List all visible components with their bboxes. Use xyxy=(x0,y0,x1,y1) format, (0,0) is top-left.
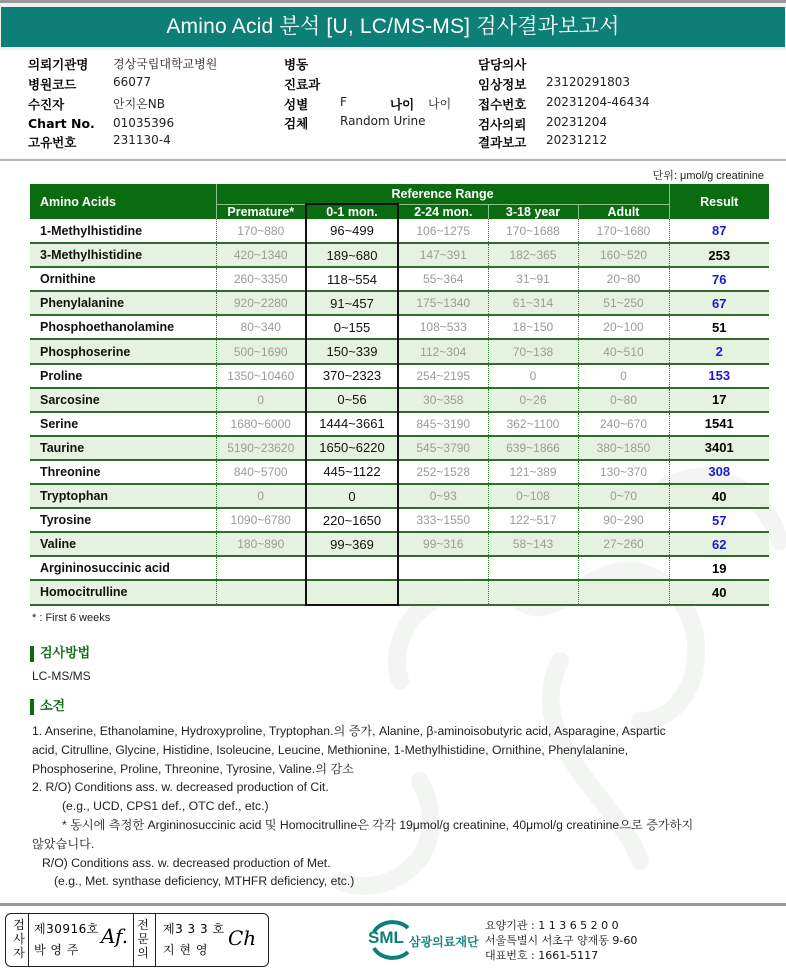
table-row xyxy=(30,219,769,243)
table-footnote: * : First 6 weeks xyxy=(32,612,111,624)
result-value: 76 xyxy=(669,267,769,291)
amino-acid-name: Valine xyxy=(30,532,216,556)
ref-0-1-mon: 99~369 xyxy=(306,532,398,556)
result-value: 17 xyxy=(669,388,769,412)
col-header-adult: Adult xyxy=(578,204,669,219)
logo-text: SML xyxy=(368,928,404,947)
remark-line: (e.g., Met. synthase deficiency, MTHFR deficiency, etc.) xyxy=(54,874,355,889)
table-row xyxy=(30,291,769,315)
ref-0-1-mon: 189~680 xyxy=(306,243,398,267)
amino-acid-name: Sarcosine xyxy=(30,388,216,412)
org-phone: 대표번호 : 1661-5117 xyxy=(485,949,599,962)
ref-adult: 380~1850 xyxy=(578,436,669,460)
amino-acid-name: Argininosuccinic acid xyxy=(40,561,170,576)
divider xyxy=(133,914,134,966)
patient-info xyxy=(0,50,786,158)
specialist-label: 전 문 의 xyxy=(137,918,149,960)
report-title: Amino Acid 분석 [U, LC/MS-MS] 검사결과보고서 xyxy=(1,7,785,47)
label-request-date: 검사의뢰 xyxy=(478,117,527,132)
ref-3-18-year: 170~1688 xyxy=(488,219,578,243)
top-border xyxy=(0,0,786,3)
ref-0-1-mon: 91~457 xyxy=(306,291,398,315)
ref-0-1-mon: 0~56 xyxy=(306,388,398,412)
specialist-signature: Ch xyxy=(228,926,257,950)
ref-premature xyxy=(216,556,306,580)
table-row xyxy=(30,364,769,388)
org-code: 요양기관 : 1 1 3 6 5 2 0 0 xyxy=(485,919,619,932)
amino-acid-table xyxy=(30,184,769,606)
ref-3-18-year xyxy=(488,580,578,604)
label-unique-no: 고유번호 xyxy=(28,135,77,150)
label-age: 나이 xyxy=(390,97,415,112)
remark-line: 않았습니다. xyxy=(32,836,95,851)
amino-acid-name: Phosphoethanolamine xyxy=(40,320,175,335)
ref-premature: 0 xyxy=(216,388,306,412)
amino-acid-name: Tryptophan xyxy=(30,484,216,508)
ref-premature: 170~880 xyxy=(216,219,306,243)
col-header-0-1-mon: 0-1 mon. xyxy=(306,204,398,219)
table-row xyxy=(30,556,769,580)
footer-divider xyxy=(0,903,786,906)
amino-acid-name: Threonine xyxy=(40,464,101,479)
remark-line: Phosphoserine, Proline, Threonine, Tyrosine, Valine.의 감소 xyxy=(32,761,354,776)
ref-3-18-year: 0 xyxy=(488,364,578,388)
amino-acid-name: Phosphoserine xyxy=(30,339,216,363)
remark-line: 1. Anserine, Ethanolamine, Hydroxyproline, Tryptophan.의 증가, Alanine, β-aminoisobutyric acid, Asparagine, Aspartic xyxy=(32,724,666,738)
remark-line: (e.g., UCD, CPS1 def., OTC def., etc.) xyxy=(62,799,269,814)
table-row xyxy=(30,460,769,484)
ref-premature xyxy=(216,580,306,604)
remark-line: R/O) Conditions ass. w. decreased production of Met. xyxy=(42,855,331,870)
ref-adult: 130~370 xyxy=(578,460,669,484)
ref-premature: 1680~6000 xyxy=(216,412,306,436)
ref-3-18-year: 58~143 xyxy=(488,532,578,556)
value-sex: F xyxy=(340,95,347,109)
ref-premature: 260~3350 xyxy=(216,267,306,291)
ref-3-18-year: 18~150 xyxy=(488,315,578,339)
amino-acid-name: Proline xyxy=(40,368,83,383)
table-row xyxy=(30,412,769,436)
label-receipt-no: 접수번호 xyxy=(478,97,527,112)
ref-2-24-mon: 252~1528 xyxy=(398,460,488,484)
value-hospital-code: 66077 xyxy=(113,75,152,89)
col-header-premature: Premature* xyxy=(216,204,306,219)
ref-0-1-mon: 0 xyxy=(306,484,398,508)
col-header-result: Result xyxy=(669,184,769,219)
result-value: 1541 xyxy=(669,412,769,436)
ref-2-24-mon xyxy=(398,580,488,604)
ref-0-1-mon: 220~1650 xyxy=(306,508,398,532)
ref-2-24-mon: 55~364 xyxy=(398,267,488,291)
table-row xyxy=(30,267,769,291)
ref-2-24-mon: 108~533 xyxy=(398,315,488,339)
ref-3-18-year: 70~138 xyxy=(488,339,578,363)
ref-0-1-mon: 0~155 xyxy=(306,315,398,339)
remarks-section-title: 소견 xyxy=(30,699,65,715)
col-header-3-18-year: 3-18 year xyxy=(488,204,578,219)
table-row xyxy=(30,339,769,363)
ref-premature: 840~5700 xyxy=(216,460,306,484)
value-chart-no: 01035396 xyxy=(113,116,175,130)
label-department: 진료과 xyxy=(284,77,321,92)
remark-line: acid, Citrulline, Glycine, Histidine, Isoleucine, Leucine, Methionine, 1-Methylhistidine, Ornithine, Phenylalanine, xyxy=(32,742,629,757)
org-address: 서울특별시 서초구 양재동 9-60 xyxy=(485,934,638,947)
result-value: 3401 xyxy=(669,436,769,460)
ref-0-1-mon: 96~499 xyxy=(306,219,398,243)
ref-adult: 20~80 xyxy=(578,267,669,291)
label-physician: 담당의사 xyxy=(478,57,527,72)
table-row xyxy=(30,580,769,604)
table-row xyxy=(30,508,769,532)
result-value: 67 xyxy=(669,291,769,315)
ref-2-24-mon: 147~391 xyxy=(398,243,488,267)
ref-adult: 40~510 xyxy=(578,339,669,363)
amino-acid-name: 3-Methylhistidine xyxy=(30,243,216,267)
ref-3-18-year: 182~365 xyxy=(488,243,578,267)
remarks-text xyxy=(32,722,752,891)
result-value: 87 xyxy=(669,219,769,243)
ref-0-1-mon: 118~554 xyxy=(306,267,398,291)
ref-2-24-mon: 30~358 xyxy=(398,388,488,412)
ref-3-18-year: 362~1100 xyxy=(488,412,578,436)
ref-adult: 0 xyxy=(578,364,669,388)
unit-label: 단위: μmol/g creatinine xyxy=(652,170,764,182)
ref-0-1-mon: 1650~6220 xyxy=(306,436,398,460)
ref-premature: 1090~6780 xyxy=(216,508,306,532)
amino-acid-name: Phenylalanine xyxy=(30,291,216,315)
ref-adult: 160~520 xyxy=(578,243,669,267)
col-header-reference-range: Reference Range xyxy=(216,184,669,204)
ref-0-1-mon xyxy=(306,556,398,580)
ref-0-1-mon: 445~1122 xyxy=(306,460,398,484)
examiner-label: 검 사 자 xyxy=(13,918,25,960)
remark-line: * 동시에 측정한 Argininosuccinic acid 및 Homocitrulline은 각각 19μmol/g creatinine, 40μmol/g creatinine으로 증가하지 xyxy=(62,817,694,832)
label-sex: 성별 xyxy=(284,97,309,112)
ref-premature: 1350~10460 xyxy=(216,364,306,388)
ref-2-24-mon: 0~93 xyxy=(398,484,488,508)
ref-adult: 240~670 xyxy=(578,412,669,436)
remark-line: 2. R/O) Conditions ass. w. decreased production of Cit. xyxy=(32,780,329,795)
ref-2-24-mon: 545~3790 xyxy=(398,436,488,460)
value-specimen: Random Urine xyxy=(340,114,426,128)
amino-acid-name: 1-Methylhistidine xyxy=(40,223,143,238)
ref-premature: 420~1340 xyxy=(216,243,306,267)
amino-acid-name: Homocitrulline xyxy=(30,580,216,604)
ref-adult xyxy=(578,556,669,580)
label-report-date: 결과보고 xyxy=(478,135,527,150)
ref-3-18-year: 0~26 xyxy=(488,388,578,412)
ref-3-18-year: 121~389 xyxy=(488,460,578,484)
ref-adult: 0~70 xyxy=(578,484,669,508)
ref-adult xyxy=(578,580,669,604)
table-row xyxy=(30,484,769,508)
ref-0-1-mon xyxy=(306,580,398,604)
ref-premature: 80~340 xyxy=(216,315,306,339)
value-report-date: 20231212 xyxy=(546,133,608,147)
ref-2-24-mon: 106~1275 xyxy=(398,219,488,243)
report-body xyxy=(0,161,786,903)
value-receipt-no: 20231204-46434 xyxy=(546,95,650,109)
result-value: 153 xyxy=(669,364,769,388)
value-unique-no: 231130-4 xyxy=(113,133,171,147)
ref-adult: 27~260 xyxy=(578,532,669,556)
ref-3-18-year: 122~517 xyxy=(488,508,578,532)
result-value: 253 xyxy=(669,243,769,267)
table-row xyxy=(30,436,769,460)
table-row xyxy=(30,388,769,412)
org-info xyxy=(485,918,637,963)
ref-adult: 90~290 xyxy=(578,508,669,532)
ref-0-1-mon: 1444~3661 xyxy=(306,412,398,436)
org-name: 삼광의료재단 xyxy=(409,935,479,949)
ref-2-24-mon: 845~3190 xyxy=(398,412,488,436)
ref-3-18-year: 0~108 xyxy=(488,484,578,508)
value-clinical-info: 23120291803 xyxy=(546,75,630,89)
amino-acid-name: Tyrosine xyxy=(40,513,92,528)
result-value: 57 xyxy=(669,508,769,532)
divider xyxy=(28,914,29,966)
ref-adult: 51~250 xyxy=(578,291,669,315)
label-hospital-code: 병원코드 xyxy=(28,77,77,92)
ref-2-24-mon: 254~2195 xyxy=(398,364,488,388)
ref-premature: 500~1690 xyxy=(216,339,306,363)
result-value: 2 xyxy=(669,339,769,363)
value-patient: 안지온NB xyxy=(113,97,165,111)
value-age: 나이 xyxy=(428,97,452,111)
divider xyxy=(155,914,156,966)
table-row xyxy=(30,532,769,556)
ref-adult: 20~100 xyxy=(578,315,669,339)
ref-premature: 920~2280 xyxy=(216,291,306,315)
signature-box xyxy=(5,913,269,967)
ref-0-1-mon: 150~339 xyxy=(306,339,398,363)
result-value: 308 xyxy=(669,460,769,484)
ref-premature: 180~890 xyxy=(216,532,306,556)
value-requesting-institution: 경상국립대학교병원 xyxy=(113,57,218,71)
ref-0-1-mon: 370~2323 xyxy=(306,364,398,388)
label-requesting-institution: 의뢰기관명 xyxy=(28,57,89,72)
label-chart-no: Chart No. xyxy=(28,116,95,131)
ref-premature: 5190~23620 xyxy=(216,436,306,460)
result-value: 40 xyxy=(669,580,769,604)
specialist-name: 지 현 영 xyxy=(163,943,208,957)
col-header-2-24-mon: 2-24 mon. xyxy=(398,204,488,219)
amino-acid-name: Ornithine xyxy=(40,272,96,287)
label-patient: 수진자 xyxy=(28,97,65,112)
label-clinical-info: 임상정보 xyxy=(478,77,527,92)
table-row xyxy=(30,315,769,339)
specialist-license-no: 제3 3 3 호 xyxy=(163,922,225,936)
amino-acid-name: Taurine xyxy=(30,436,216,460)
method-text: LC-MS/MS xyxy=(32,669,91,683)
examiner-name: 박 영 주 xyxy=(34,943,79,957)
ref-3-18-year: 31~91 xyxy=(488,267,578,291)
sml-logo xyxy=(368,916,412,964)
table-row xyxy=(30,243,769,267)
ref-3-18-year: 639~1866 xyxy=(488,436,578,460)
amino-acid-name: Serine xyxy=(40,416,79,431)
result-value: 40 xyxy=(669,484,769,508)
ref-adult: 170~1680 xyxy=(578,219,669,243)
method-section-title: 검사방법 xyxy=(30,646,90,662)
ref-2-24-mon: 99~316 xyxy=(398,532,488,556)
ref-2-24-mon xyxy=(398,556,488,580)
result-value: 51 xyxy=(669,315,769,339)
result-value: 62 xyxy=(669,532,769,556)
col-header-amino-acids: Amino Acids xyxy=(30,184,216,219)
examiner-signature: Af. xyxy=(101,924,129,948)
value-request-date: 20231204 xyxy=(546,115,608,129)
ref-adult: 0~80 xyxy=(578,388,669,412)
result-value: 19 xyxy=(669,556,769,580)
label-ward: 병동 xyxy=(284,57,309,72)
ref-3-18-year: 61~314 xyxy=(488,291,578,315)
ref-3-18-year xyxy=(488,556,578,580)
ref-premature: 0 xyxy=(216,484,306,508)
ref-2-24-mon: 112~304 xyxy=(398,339,488,363)
ref-2-24-mon: 333~1550 xyxy=(398,508,488,532)
label-specimen: 검체 xyxy=(284,116,309,131)
examiner-license-no: 제30916호 xyxy=(34,922,99,936)
ref-2-24-mon: 175~1340 xyxy=(398,291,488,315)
